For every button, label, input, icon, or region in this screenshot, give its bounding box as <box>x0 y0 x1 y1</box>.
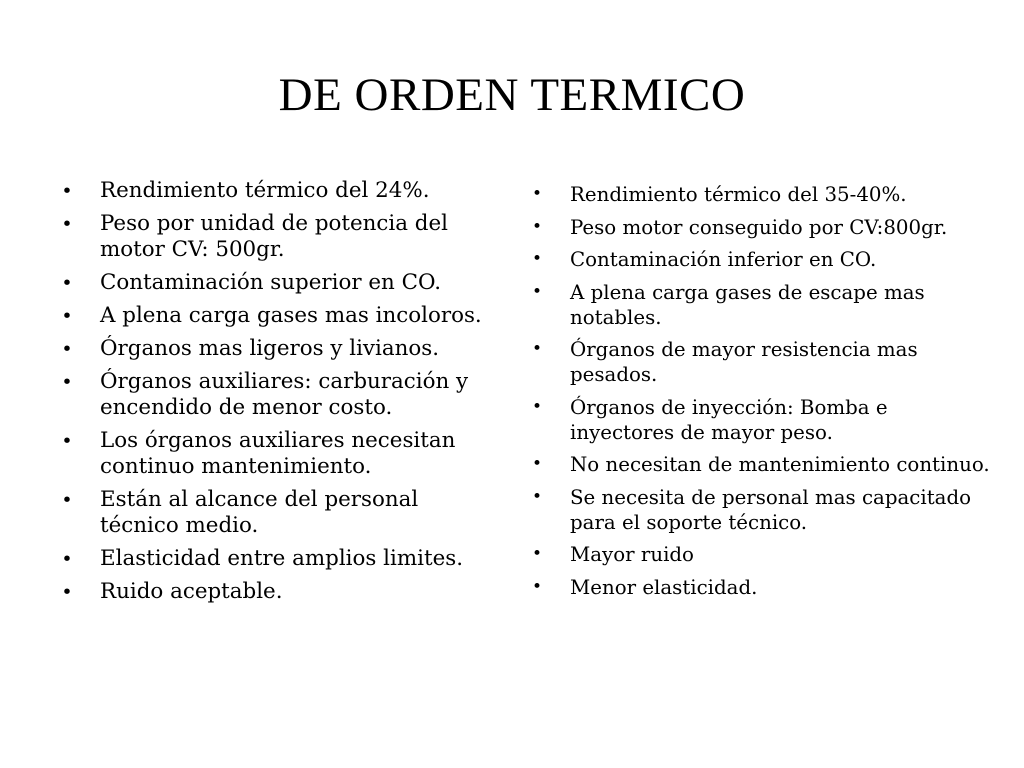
bullet-icon: • <box>531 544 543 564</box>
list-item-text: Órganos auxiliares: carburación y encendido de menor costo. <box>100 369 469 420</box>
bullet-icon: • <box>531 339 543 359</box>
list-item-text: Están al alcance del personal técnico medio. <box>100 487 419 538</box>
list-item <box>60 487 500 539</box>
list-item <box>530 395 990 445</box>
list-item <box>530 280 990 330</box>
list-item <box>530 542 990 567</box>
list-item <box>60 270 500 296</box>
list-item-text: Ruido aceptable. <box>100 579 283 604</box>
list-item-text: Mayor ruido <box>570 543 694 566</box>
right-bullet-list <box>530 182 990 607</box>
list-item <box>530 485 990 535</box>
list-item-text: Peso motor conseguido por CV:800gr. <box>570 215 948 239</box>
slide-title: DE ORDEN TERMICO <box>278 69 746 121</box>
list-item <box>60 546 500 572</box>
list-item-text: No necesitan de mantenimiento continuo. <box>570 453 990 476</box>
list-item <box>60 336 500 362</box>
list-item <box>60 303 500 329</box>
list-item <box>530 215 990 240</box>
list-item-text: Órganos mas ligeros y livianos. <box>100 336 440 361</box>
list-item <box>60 369 500 421</box>
list-item-text: Contaminación inferior en CO. <box>570 248 877 271</box>
list-item-text: Rendimiento térmico del 24%. <box>100 178 430 203</box>
bullet-icon: • <box>61 581 73 603</box>
bullet-icon: • <box>61 548 73 570</box>
left-bullet-list <box>60 178 500 612</box>
bullet-icon: • <box>531 576 543 597</box>
list-item <box>530 247 990 272</box>
bullet-icon: • <box>61 489 73 511</box>
list-item <box>530 182 990 207</box>
bullet-icon: • <box>61 430 73 452</box>
bullet-icon: • <box>61 213 73 235</box>
list-item <box>60 428 500 480</box>
list-item-text: A plena carga gases de escape mas notables. <box>570 280 925 329</box>
bullet-icon: • <box>531 249 543 269</box>
bullet-icon: • <box>61 371 73 393</box>
bullet-icon: • <box>531 281 543 302</box>
list-item <box>60 178 500 204</box>
bullet-icon: • <box>531 216 543 237</box>
list-item-text: Peso por unidad de potencia del motor CV: 500gr. <box>100 211 448 262</box>
list-item-text: Los órganos auxiliares necesitan continuo mantenimiento. <box>100 428 456 479</box>
bullet-icon: • <box>531 486 543 507</box>
bullet-icon: • <box>61 180 73 202</box>
list-item-text: Órganos de mayor resistencia mas pesados. <box>570 338 918 386</box>
list-item-text: A plena carga gases mas incoloros. <box>100 303 482 328</box>
list-item <box>530 575 990 600</box>
list-item <box>60 211 500 263</box>
bullet-icon: • <box>531 396 543 417</box>
list-item-text: Rendimiento térmico del 35-40%. <box>570 183 907 206</box>
list-item <box>530 452 990 477</box>
list-item <box>530 337 990 387</box>
bullet-icon: • <box>61 305 73 327</box>
bullet-icon: • <box>531 184 543 204</box>
list-item-text: Menor elasticidad. <box>570 575 758 599</box>
list-item-text: Elasticidad entre amplios limites. <box>100 546 464 571</box>
list-item-text: Contaminación superior en CO. <box>100 270 442 295</box>
bullet-icon: • <box>61 272 73 294</box>
list-item-text: Se necesita de personal mas capacitado para el soporte técnico. <box>570 485 972 534</box>
list-item-text: Órganos de inyección: Bomba e inyectores de mayor peso. <box>570 395 888 444</box>
bullet-icon: • <box>531 454 543 474</box>
bullet-icon: • <box>61 338 73 360</box>
list-item <box>60 579 500 605</box>
